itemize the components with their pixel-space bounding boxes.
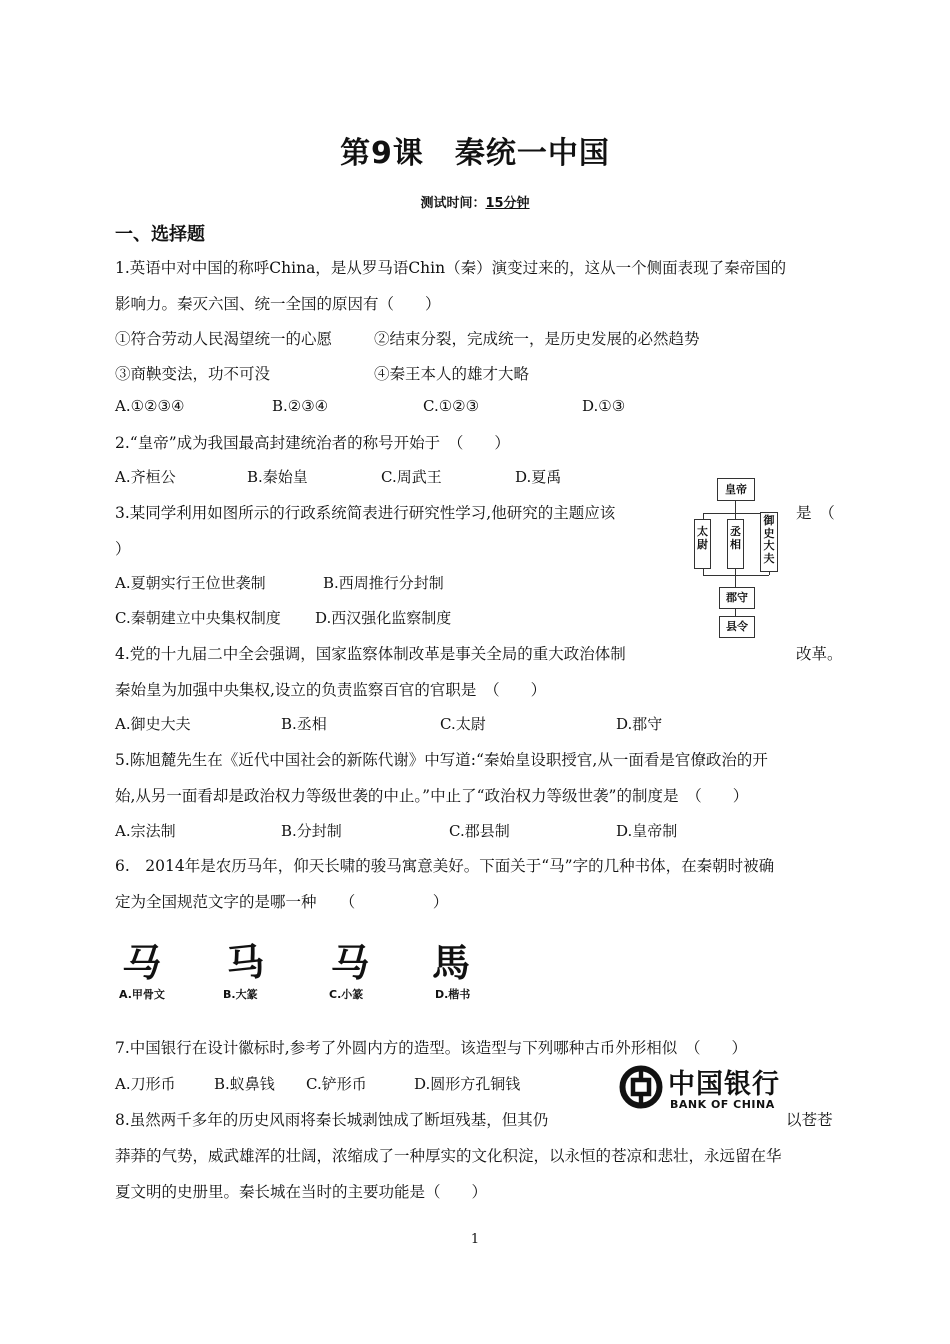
q3-option-b: B.西周推行分封制	[323, 574, 444, 592]
diagram-junshou: 郡守	[719, 587, 755, 609]
glyph-oracle-bone: 马	[118, 941, 166, 985]
q2-option-c: C.周武王	[381, 468, 442, 486]
q6-line2: 定为全国规范文字的是哪一种 （ ）	[115, 893, 449, 911]
q8-line1-end: 以苍苍	[786, 1111, 833, 1129]
section-heading: 一、选择题	[115, 224, 205, 245]
q5-option-c: C.郡县制	[449, 822, 510, 840]
test-time-value: 15分钟	[485, 196, 530, 211]
test-time	[0, 192, 950, 211]
glyph-label-c: C.小篆	[329, 988, 364, 1001]
q1-statement-1: ①符合劳动人民渴望统一的心愿	[115, 330, 333, 348]
q4-line1-end: 改革。	[796, 645, 843, 663]
q1-statement-3: ③商鞅变法，功不可没	[115, 365, 271, 383]
q4-option-c: C.太尉	[440, 715, 486, 733]
q1-option-a: A.①②③④	[115, 397, 185, 415]
q5-option-d: D.皇帝制	[616, 822, 678, 840]
page-number: 1	[470, 1232, 480, 1247]
diagram-chengxiang: 丞相	[727, 519, 744, 569]
q5-line1: 5.陈旭麓先生在《近代中国社会的新陈代谢》中写道:“秦始皇设职授官,从一面看是官僚政治的开	[115, 751, 768, 769]
diagram-xianling: 县令	[719, 616, 755, 638]
q3-option-d: D.西汉强化监察制度	[315, 609, 452, 627]
q1-statement-4: ④秦王本人的雄才大略	[374, 365, 530, 383]
q5-option-a: A.宗法制	[115, 822, 176, 840]
glyph-regular-script: 馬	[432, 940, 471, 985]
q7-option-c: C.铲形币	[306, 1075, 367, 1093]
q1-option-d: D.①③	[582, 397, 626, 415]
bank-of-china-emblem-icon	[619, 1065, 663, 1109]
q7-line1: 7.中国银行在设计徽标时,参考了外圆内方的造型。该造型与下列哪种古币外形相似 （ ）	[115, 1039, 747, 1057]
glyph-label-b: B.大篆	[223, 988, 258, 1001]
q8-line1: 8.虽然两千多年的历史风雨将秦长城剥蚀成了断垣残基，但其仍	[115, 1111, 549, 1129]
q4-option-d: D.郡守	[616, 715, 663, 733]
q3-line1: 3.某同学利用如图所示的行政系统简表进行研究性学习,他研究的主题应该	[115, 504, 616, 522]
q1-line2: 影响力。秦灭六国、统一全国的原因有（ ）	[115, 295, 441, 313]
q5-option-b: B.分封制	[281, 822, 342, 840]
q2-option-b: B.秦始皇	[247, 468, 308, 486]
glyph-small-seal: 马	[328, 940, 373, 985]
test-time-label: 测试时间：	[420, 196, 486, 211]
q1-statement-2: ②结束分裂，完成统一，是历史发展的必然趋势	[374, 330, 700, 348]
logo-chinese-text: 中国银行	[668, 1069, 780, 1100]
q8-line2: 莽莽的气势，威武雄浑的壮阔，浓缩成了一种厚实的文化积淀，以永恒的苍凉和悲壮，永远留在华	[115, 1147, 782, 1165]
q8-line3: 夏文明的史册里。秦长城在当时的主要功能是（ ）	[115, 1183, 488, 1201]
q2-option-d: D.夏禹	[515, 468, 562, 486]
q2-option-a: A.齐桓公	[115, 468, 176, 486]
q7-option-d: D.圆形方孔铜钱	[414, 1075, 521, 1093]
q3-option-a: A.夏朝实行王位世袭制	[115, 574, 266, 592]
q1-line1: 1.英语中对中国的称呼China，是从罗马语Chin（秦）演变过来的，这从一个侧面表现了秦帝国的	[115, 259, 787, 277]
diagram-yushi: 御史大夫	[760, 512, 778, 572]
q4-option-a: A.御史大夫	[115, 715, 191, 733]
glyph-label-a: A.甲骨文	[119, 988, 165, 1001]
q4-line2: 秦始皇为加强中央集权,设立的负责监察百官的官职是 （ ）	[115, 681, 547, 699]
diagram-taiwei: 太尉	[694, 519, 711, 569]
glyph-label-d: D.楷书	[435, 988, 471, 1001]
q3-option-c: C.秦朝建立中央集权制度	[115, 609, 281, 627]
glyph-large-seal: 马	[224, 938, 267, 987]
q1-option-c: C.①②③	[423, 397, 480, 415]
q4-option-b: B.丞相	[281, 715, 327, 733]
q7-option-a: A.刀形币	[115, 1075, 176, 1093]
logo-english-text: BANK OF CHINA	[670, 1098, 775, 1111]
q3-line1-end: 是 （	[796, 504, 835, 522]
q7-option-b: B.蚁鼻钱	[214, 1075, 275, 1093]
q6-line1: 6. 2014年是农历马年，仰天长啸的骏马寓意美好。下面关于“马”字的几种书体，在秦朝时被确	[115, 857, 775, 875]
q2-line1: 2.“皇帝”成为我国最高封建统治者的称号开始于 （ ）	[115, 434, 510, 452]
q3-line2: ）	[115, 540, 131, 558]
q5-line2: 始,从另一面看却是政治权力等级世袭的中止。”中止了“政治权力等级世袭”的制度是 （ ）	[115, 787, 749, 805]
q4-line1: 4.党的十九届二中全会强调，国家监察体制改革是事关全局的重大政治体制	[115, 645, 626, 663]
q1-option-b: B.②③④	[272, 397, 329, 415]
diagram-emperor: 皇帝	[717, 478, 755, 501]
page-title: 第9课 秦统一中国	[340, 136, 610, 171]
